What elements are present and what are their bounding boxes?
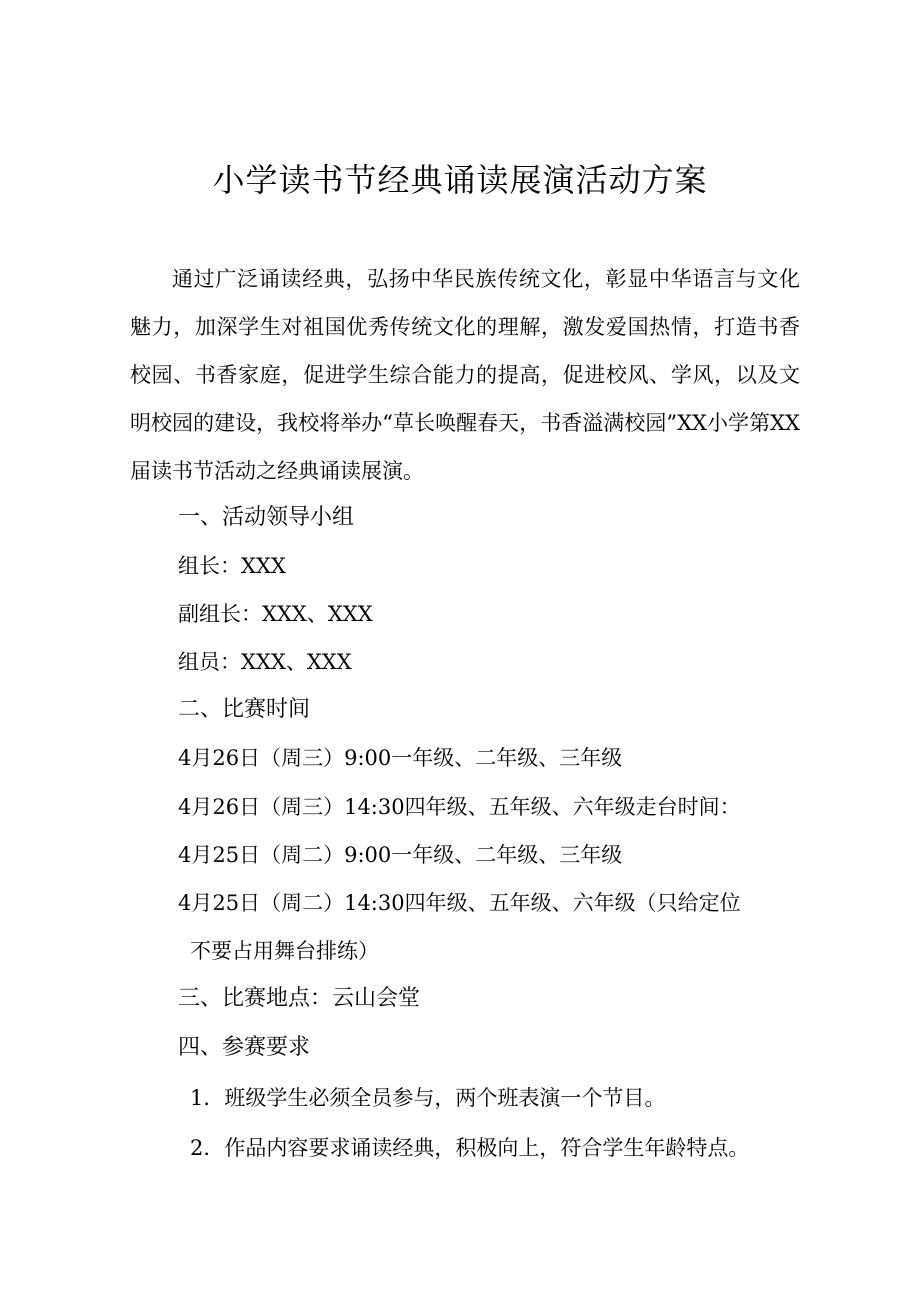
schedule-line-continuation: 不要占用舞台排练）: [190, 939, 379, 963]
members-line: 组员：XXX、XXX: [178, 650, 352, 674]
section-requirements-heading: 四、参赛要求: [178, 1035, 311, 1060]
schedule-line: 4月26日（周三）9:00一年级、二年级、三年级: [178, 746, 623, 770]
document-title: 小学读书节经典诵读展演活动方案: [212, 161, 708, 199]
schedule-line-wrapped: [178, 879, 818, 975]
section-venue-heading: 三、比赛地点：云山会堂: [178, 986, 421, 1011]
intro-paragraph: 通过广泛诵读经典，弘扬中华民族传统文化，彰显中华语言与文化魅力，加深学生对祖国优秀传统文化的理解，激发爱国热情，打造书香校园、书香家庭，促进学生综合能力的提高，促进校风、学风，以及文明校园的建设，我校将举办“草长唤醒春天，书香溢满校园”XX小学第XX届读书节活动之经典诵读展演。: [130, 267, 800, 483]
section-schedule-heading: 二、比赛时间: [178, 697, 311, 722]
schedule-line: 4月25日（周二）14:30四年级、五年级、六年级（只给定位: [178, 891, 741, 915]
deputy-leader-line: 副组长：XXX、XXX: [178, 602, 373, 626]
schedule-line: 4月25日（周二）9:00一年级、二年级、三年级: [178, 843, 623, 867]
requirement-item: 1．班级学生必须全员参与，两个班表演一个节目。: [190, 1086, 666, 1110]
leader-line: 组长：XXX: [178, 554, 286, 578]
requirement-item: 2．作品内容要求诵读经典，积极向上，符合学生年龄特点。: [190, 1136, 750, 1160]
schedule-line: 4月26日（周三）14:30四年级、五年级、六年级走台时间：: [178, 795, 741, 819]
section-leadership-heading: 一、活动领导小组: [178, 505, 355, 530]
